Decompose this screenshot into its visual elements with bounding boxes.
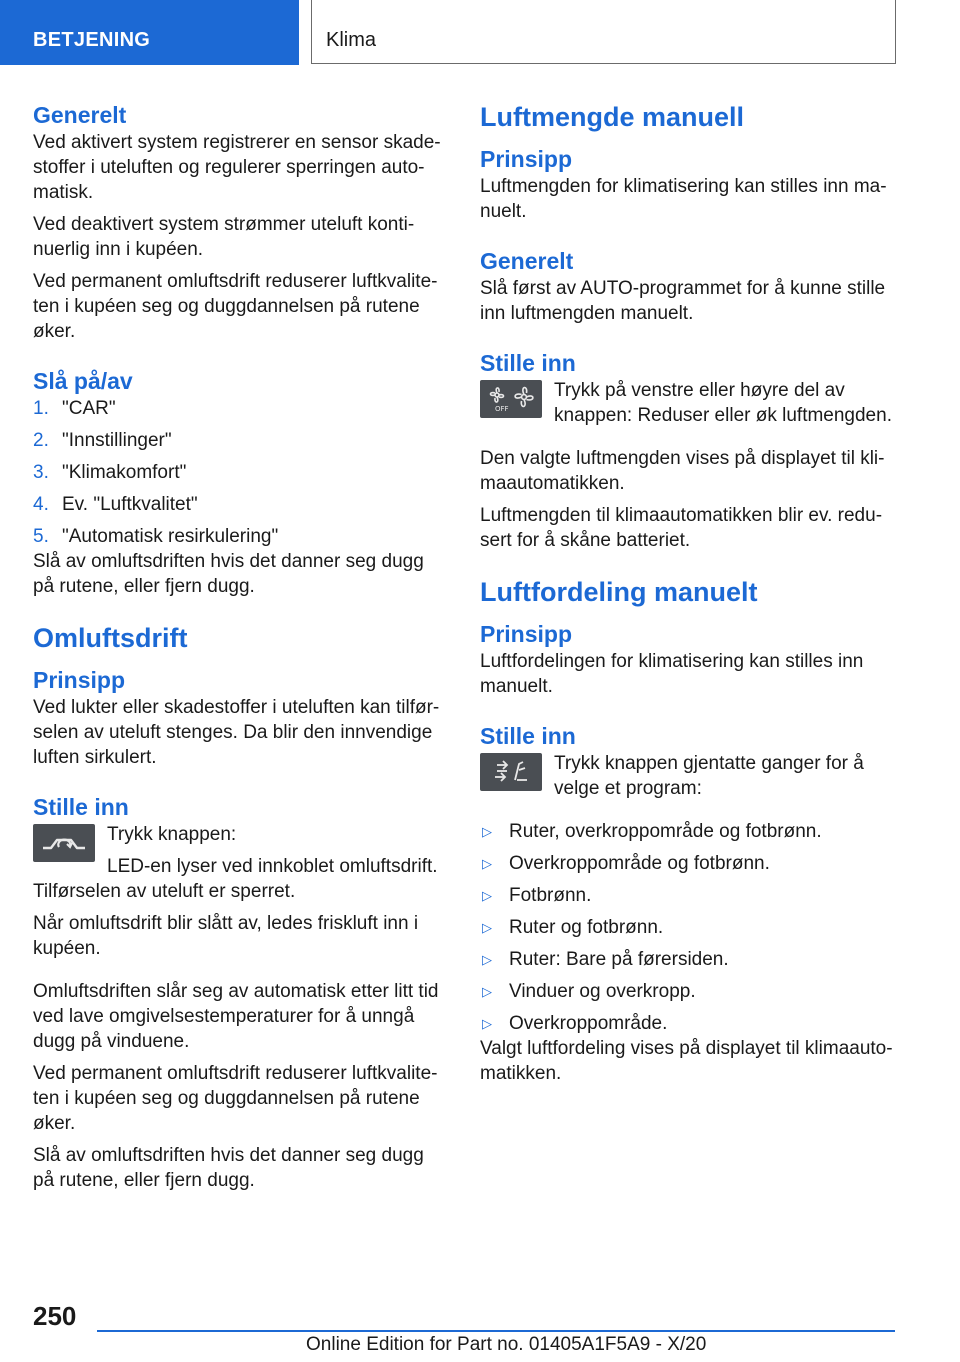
paragraph: Slå først av AUTO-programmet for å kunne stille inn luftmengden manuelt.	[480, 278, 886, 324]
step-text: "Automatisk resirkulering"	[62, 526, 279, 547]
steps-list	[33, 396, 449, 549]
recirculation-button-icon	[33, 824, 95, 862]
triangle-bullet-icon: ▷	[482, 952, 492, 967]
air-distribution-button-row	[480, 751, 896, 801]
step-text: Ev. "Luftkvalitet"	[62, 494, 198, 515]
step-number: 1.	[33, 398, 49, 419]
paragraph: Ved permanent omluftsdrift reduserer luftkvaliteten i kupéen seg og duggdannelsen på rutene øker.	[33, 271, 438, 342]
heading-stille-inn: Stille inn	[480, 723, 576, 749]
step-number: 5.	[33, 526, 49, 547]
svg-text:OFF: OFF	[495, 405, 509, 413]
heading-slaa-paa-av: Slå på/av	[33, 368, 133, 394]
heading-prinsipp: Prinsipp	[480, 146, 573, 172]
section-tab: BETJENING	[0, 0, 299, 65]
edition-note: Online Edition for Part no. 01405A1F5A9 - X/20	[306, 1334, 707, 1355]
left-column	[33, 100, 449, 1193]
step-text: "Klimakomfort"	[62, 462, 187, 483]
paragraph: Valgt luftfordeling vises på displayet til klimaautomatikken.	[480, 1038, 893, 1084]
heading-prinsipp: Prinsipp	[33, 667, 126, 693]
list-item: ▷ Vinduer og overkropp.	[482, 981, 696, 1002]
step-number: 4.	[33, 494, 49, 515]
fan-button-icon	[480, 380, 542, 418]
button-description: LED-en lyser ved innkoblet omluftsdrift.	[107, 856, 438, 877]
list-item	[33, 492, 449, 517]
list-item: ▷ Ruter, overkroppområde og fotbrønn.	[482, 821, 822, 842]
paragraph: Når omluftsdrift blir slått av, ledes friskluft inn i kupéen.	[33, 913, 419, 959]
list-item: ▷ Fotbrønn.	[482, 885, 592, 906]
paragraph: Luftmengden for klimatisering kan stilles inn manuelt.	[480, 176, 887, 222]
triangle-bullet-icon: ▷	[482, 984, 492, 999]
triangle-bullet-icon: ▷	[482, 824, 492, 839]
triangle-bullet-icon: ▷	[482, 856, 492, 871]
paragraph: Den valgte luftmengden vises på displayet til klimaautomatikken.	[480, 448, 885, 494]
program-list	[480, 819, 896, 1036]
paragraph: Slå av omluftsdriften hvis det danner seg dugg på rutene, eller fjern dugg.	[33, 551, 424, 597]
heading-luftfordeling-manuelt: Luftfordeling manuelt	[480, 577, 758, 607]
triangle-bullet-icon: ▷	[482, 1016, 492, 1031]
list-item: ▷ Overkroppområde og fotbrønn.	[482, 853, 770, 874]
paragraph: Omluftsdriften slår seg av automatisk etter litt tid ved lave omgivelsestemperaturer for å unngå dugg på vinduene.	[33, 981, 439, 1052]
paragraph: Ved aktivert system registrerer en sensor skadestoffer i uteluften og regulerer sperringen automatisk.	[33, 132, 441, 203]
paragraph: Tilførselen av uteluft er sperret.	[33, 881, 296, 902]
step-text: "Innstillinger"	[62, 430, 172, 451]
triangle-bullet-icon: ▷	[482, 920, 492, 935]
chapter-title: Klima	[311, 0, 896, 64]
list-item	[33, 460, 449, 485]
fan-button-row	[480, 378, 896, 428]
paragraph: Luftmengden til klimaautomatikken blir ev. redusert for å skåne batteriet.	[480, 505, 883, 551]
triangle-bullet-icon: ▷	[482, 888, 492, 903]
list-item: ▷ Ruter og fotbrønn.	[482, 917, 664, 938]
paragraph: Luftfordelingen for klimatisering kan stilles inn manuelt.	[480, 651, 864, 697]
footer-rule	[97, 1330, 895, 1332]
list-item	[33, 396, 449, 421]
button-description: Trykk knappen:	[107, 824, 237, 845]
list-item: ▷ Overkroppområde.	[482, 1013, 668, 1034]
heading-stille-inn: Stille inn	[480, 350, 576, 376]
step-number: 3.	[33, 462, 49, 483]
heading-generelt: Generelt	[480, 248, 574, 274]
step-text: "CAR"	[62, 398, 116, 419]
paragraph: Ved lukter eller skadestoffer i uteluften kan tilførselen av uteluft stenges. Da blir den innvendige luften sirkulert.	[33, 697, 440, 768]
paragraph: Ved deaktivert system strømmer uteluft kontinuerlig inn i kupéen.	[33, 214, 415, 260]
heading-generelt: Generelt	[33, 102, 127, 128]
list-item	[33, 428, 449, 453]
right-column	[480, 100, 896, 1086]
button-description: Trykk knappen gjentatte ganger for å velge et program:	[554, 753, 864, 799]
recirculation-button-row	[33, 822, 449, 879]
list-item: ▷ Ruter: Bare på førersiden.	[482, 949, 729, 970]
paragraph: Ved permanent omluftsdrift reduserer luftkvaliteten i kupéen seg og duggdannelsen på rutene øker.	[33, 1063, 438, 1134]
list-item	[33, 524, 449, 549]
heading-luftmengde-manuell: Luftmengde manuell	[480, 102, 745, 132]
heading-omluftsdrift: Omluftsdrift	[33, 623, 188, 653]
paragraph: Slå av omluftsdriften hvis det danner seg dugg på rutene, eller fjern dugg.	[33, 1145, 424, 1191]
button-description: Trykk på venstre eller høyre del av knappen: Reduser eller øk luftmengden.	[554, 380, 892, 426]
page-number: 250	[33, 1301, 77, 1331]
heading-stille-inn: Stille inn	[33, 794, 129, 820]
heading-prinsipp: Prinsipp	[480, 621, 573, 647]
air-distribution-button-icon	[480, 753, 542, 791]
step-number: 2.	[33, 430, 49, 451]
